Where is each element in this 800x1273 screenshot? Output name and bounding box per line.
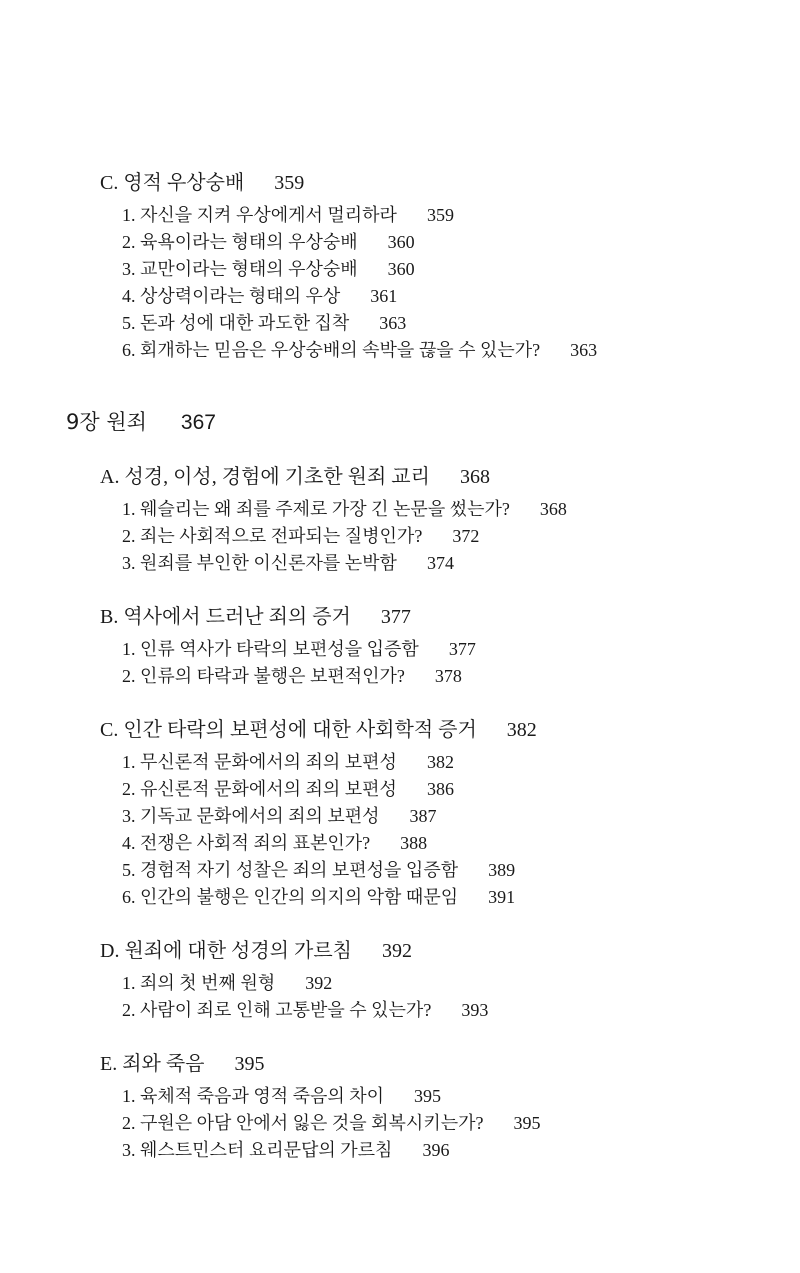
toc-item: 1. 웨슬리는 왜 죄를 주제로 가장 긴 논문을 썼는가? 368 xyxy=(122,499,567,519)
toc-item: 1. 인류 역사가 타락의 보편성을 입증함 377 xyxy=(122,639,476,659)
page-number: 363 xyxy=(570,340,598,360)
page-number: 361 xyxy=(370,286,398,306)
chapter-heading: 9장 원죄 367 xyxy=(66,410,216,434)
toc-item: 1. 무신론적 문화에서의 죄의 보편성 382 xyxy=(122,752,454,772)
page-number: 386 xyxy=(426,779,454,799)
page-number: 363 xyxy=(379,313,407,333)
page-number: 382 xyxy=(506,719,537,741)
page-number: 391 xyxy=(488,887,516,907)
page-number: 388 xyxy=(400,833,428,853)
page-number: 372 xyxy=(452,526,480,546)
page-number: 359 xyxy=(274,172,305,194)
page-number: 392 xyxy=(381,940,412,962)
toc-section-heading: B. 역사에서 드러난 죄의 증거 377 xyxy=(100,606,411,628)
page-number: 377 xyxy=(448,639,476,659)
page-number: 389 xyxy=(488,860,516,880)
page-number: 395 xyxy=(513,1113,541,1133)
toc-item: 6. 회개하는 믿음은 우상숭배의 속박을 끊을 수 있는가? 363 xyxy=(122,340,598,360)
toc-item: 2. 죄는 사회적으로 전파되는 질병인가? 372 xyxy=(122,526,480,546)
toc-item: 2. 육욕이라는 형태의 우상숭배 360 xyxy=(122,232,415,252)
page-number: 378 xyxy=(434,666,462,686)
page-number: 374 xyxy=(426,553,454,573)
toc-item: 2. 사람이 죄로 인해 고통받을 수 있는가? 393 xyxy=(122,1000,489,1020)
page-number: 393 xyxy=(461,1000,489,1020)
page-number: 360 xyxy=(387,259,415,279)
toc-item: 3. 웨스트민스터 요리문답의 가르침 396 xyxy=(122,1140,450,1160)
toc-section-heading: E. 죄와 죽음 395 xyxy=(100,1053,265,1075)
page-number: 377 xyxy=(380,606,411,628)
page-number: 387 xyxy=(409,806,437,826)
toc-section-heading: C. 영적 우상숭배 359 xyxy=(100,172,305,194)
page-number: 368 xyxy=(539,499,567,519)
toc-item: 5. 경험적 자기 성찰은 죄의 보편성을 입증함 389 xyxy=(122,860,516,880)
toc-item: 2. 구원은 아담 안에서 잃은 것을 회복시키는가? 395 xyxy=(122,1113,541,1133)
toc-section-heading: D. 원죄에 대한 성경의 가르침 392 xyxy=(100,940,412,962)
toc-item: 4. 상상력이라는 형태의 우상 361 xyxy=(122,286,398,306)
toc-item: 5. 돈과 성에 대한 과도한 집착 363 xyxy=(122,313,407,333)
toc-item: 1. 육체적 죽음과 영적 죽음의 차이 395 xyxy=(122,1086,442,1106)
page-number: 396 xyxy=(422,1140,450,1160)
toc-section-heading: C. 인간 타락의 보편성에 대한 사회학적 증거 382 xyxy=(100,719,537,741)
toc-item: 4. 전쟁은 사회적 죄의 표본인가? 388 xyxy=(122,833,428,853)
toc-item: 1. 자신을 지켜 우상에게서 멀리하라 359 xyxy=(122,205,454,225)
chapter-page-number: 367 xyxy=(180,411,216,434)
page-number: 382 xyxy=(426,752,454,772)
toc-item: 2. 인류의 타락과 불행은 보편적인가? 378 xyxy=(122,666,462,686)
page-number: 359 xyxy=(426,205,454,225)
page-number: 368 xyxy=(459,466,490,488)
page-number: 360 xyxy=(387,232,415,252)
toc-item: 3. 교만이라는 형태의 우상숭배 360 xyxy=(122,259,415,279)
page-number: 392 xyxy=(305,973,333,993)
toc-section-heading: A. 성경, 이성, 경험에 기초한 원죄 교리 368 xyxy=(100,466,490,488)
toc-item: 1. 죄의 첫 번째 원형 392 xyxy=(122,973,333,993)
toc-item: 2. 유신론적 문화에서의 죄의 보편성 386 xyxy=(122,779,454,799)
toc-item: 3. 원죄를 부인한 이신론자를 논박함 374 xyxy=(122,553,454,573)
toc-item: 6. 인간의 불행은 인간의 의지의 악함 때문임 391 xyxy=(122,887,516,907)
page-number: 395 xyxy=(234,1053,265,1075)
toc-item: 3. 기독교 문화에서의 죄의 보편성 387 xyxy=(122,806,437,826)
page-number: 395 xyxy=(414,1086,442,1106)
